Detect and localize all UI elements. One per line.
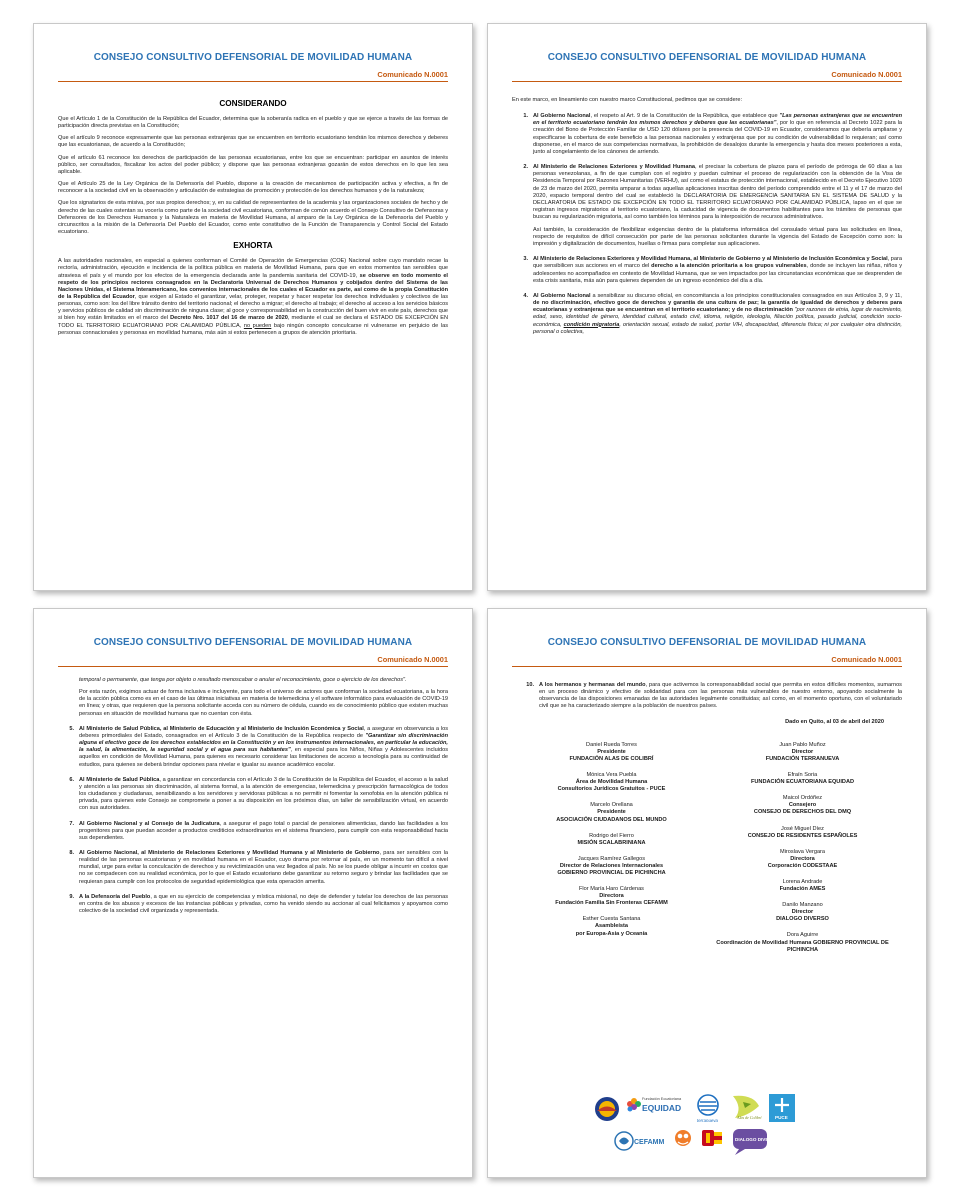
- signatory-organization: FUNDACIÓN ECUATORIANA EQUIDAD: [750, 779, 855, 786]
- document-title: CONSEJO CONSULTIVO DEFENSORIAL DE MOVILIDAD HUMANA: [93, 637, 413, 648]
- list-item: 8. Al Gobierno Nacional, al Ministerio de Relaciones Exteriores y Movilidad Humana y al Ministerio de Gobierno, para ser sensibles con la realidad de las personas ecuatorianas y en movilidad humana en el Ecuador, cuyo drama por retornar al país, en un momento tan difícil a nivel mundial, urge para evitar la conculcación de derechos y su revictimización una vez llegados al país. No se los puede obligar a incurrir en costos que no se compadecen con su realidad económica, por lo que el Estado ecuatoriano debe garantizar su retorno seguro y brindar las facilidades que se requieran para cumplir con los protocolos de seguridad epidemiológica que esta operación amerita.: [69, 849, 448, 885]
- page-body: [58, 677, 448, 921]
- page-body: [512, 682, 902, 963]
- signatory-organization: Coordinación de Movilidad Humana GOBIERNO PROVINCIAL DE PICHINCHA: [716, 939, 889, 953]
- intro-paragraph: En este marco, en lineamiento con nuestro marco Constitucional, pedimos que se considere:: [512, 97, 743, 103]
- list-item-continuation: temporal o permanente, que tenga por objeto o resultado menoscabar o anular el reconocimiento, goce o ejercicio de los derechos". Por esta razón, exigimos actuar de forma inclusiva e incluyente, para todo el universo de actores que conforman la sociedad ecuatoriana, a la hora de la acción pública como es en el caso de las últimas iniciativas en materia de telemedicina y el software informático para evaluación de COVID-19 en línea; y otras, que requieren que la persona solicitante acceda con su número de cédula, cuando es de conocimiento público que existen muchas personas en situación de movilidad humana que no cuentan con ésta.: [79, 677, 448, 717]
- signatory-name: Juan Pablo Muñoz: [779, 741, 826, 748]
- spain-coat-of-arms-logo: [702, 1130, 722, 1146]
- signatory-organization: Fundación AMES: [779, 886, 826, 893]
- paragraph: Que el artículo 9 reconoce expresamente que las personas extranjeras que se encuentren en territorio ecuatoriano tendrán los mismos derechos y deberes que las ecuatorianas, de acuerdo a la Constitución;: [58, 135, 448, 149]
- signatory-organization: CONSEJO DE DERECHOS DEL DMQ: [753, 809, 852, 816]
- signatory-name: Esther Cuesta Santana: [582, 916, 641, 923]
- list-item: 5. Al Ministerio de Salud Pública, al Ministerio de Educación y al Ministerio de Inclusión Económica y Social, a asegurar en observancia a los deberes primordiales del Estado, consagrados en el Artículo 3 de la Constitución de la República respecto de "Garantizar sin discriminación alguna el efectivo goce de los derechos establecidos en la Constitución y en los instrumentos internacionales, en particular la educación, la salud, la alimentación, la seguridad social y el agua para sus habitantes", en especial para los Niños, Niñas y Adolescentes incluidos aquellos en condición de Movilidad Humana, para quienes es necesario considerar las limitaciones de acceso a tecnología para su continuidad de estudios, para quienes se deberá brindar opciones para nivelar e igualar su avance académico escolar.: [69, 725, 449, 768]
- list-item: 3. Al Ministerio de Relaciones Exteriores y Movilidad Humana, al Ministerio de Gobierno y al Ministerio de Inclusión Económica y Social, para que sensibilicen sus acciones en el marco del derecho a la atención prioritaria a los grupos vulnerables, donde se incluyen las niñas, niños y adolescentes no acompañados en contexto de Movilidad Humana, que se ven impactados por las circunstancias económicas que se desprenden de esta crisis sanitaria, más aún para quienes dependen de un ingreso económico del día a día.: [523, 256, 903, 284]
- signatory: [707, 849, 898, 870]
- signatory: [707, 826, 898, 840]
- svg-text:terranueva: terranueva: [697, 1118, 718, 1123]
- signatory-name: Dora Aguirre: [786, 932, 819, 939]
- signatory-role: Área de Movilidad Humana: [575, 779, 648, 786]
- page-body: [512, 97, 902, 341]
- signatory-organization: por Europa-Asia y Oceanía: [575, 930, 648, 937]
- paragraph: Que los signatarios de esta misiva, por sus propios derechos; y, en su calidad de representantes de la academia y las organizaciones sociales de hecho y de derecho de las cuales ostentan su vocería como parte de la sociedad civil ecuatoriana, conforman de común acuerdo el Consejo Consultivo de Defensoras y Defensores de los Derechos Humanos y la Naturaleza en materia de Movilidad Humana, al amparo de la Ley Orgánica de la Defensoría del Pueblo y circunscritos a la misión de la Defensoría Del Pueblo del Ecuador, como ente constitutivo de la Función de Transparencia y Control Social del Estado ecuatoriano.: [58, 200, 448, 236]
- list-item: 10. A los hermanos y hermanas del mundo, para que activemos la corresponsabilidad social que permita en estos difíciles momentos, sumarnos en un proceso dinámico y efectivo de solidaridad para con las personas más vulnerables de nuestro entorno, apoyando socialmente la observancia de las disposiciones emanadas de las autoridades legalmente constituidas; así como, en el momento oportuno, con el voluntariado civil que se ha caracterizado siempre a la población de nuestros países.: [526, 682, 902, 710]
- equidad-logo: [627, 1098, 641, 1112]
- signatory-name: Jacques Ramírez Gallegos: [577, 855, 646, 862]
- signatory-organization: FUNDACIÓN TERRANUEVA: [765, 755, 840, 762]
- signatory-name: Miroslava Vergara: [779, 848, 826, 855]
- signatory-role: Directora: [599, 893, 624, 900]
- communique-number: Comunicado N.0001: [831, 655, 902, 664]
- svg-text:Alas de Colibrí: Alas de Colibrí: [737, 1115, 762, 1120]
- header-rule: [58, 666, 448, 667]
- signatory-role: Director de Relaciones Internacionales: [559, 862, 664, 869]
- signatory: [707, 795, 898, 816]
- exhorta-heading: EXHORTA: [233, 241, 273, 251]
- signatory-organization: CONSEJO DE RESIDENTES ESPAÑOLES: [747, 832, 858, 839]
- signatory: [707, 902, 898, 923]
- document-page-1: [33, 23, 473, 591]
- svg-text:DIALOGO DIVERSO: DIALOGO DIVERSO: [735, 1137, 779, 1142]
- signatory: [707, 932, 898, 953]
- signatory: [516, 856, 707, 877]
- partner-logos: [583, 1092, 841, 1166]
- signatory-role: Directora: [790, 855, 815, 862]
- considerando-heading: CONSIDERANDO: [219, 99, 287, 108]
- document-page-3: [33, 608, 473, 1178]
- signatory-name: José Miguel Díez: [781, 825, 824, 832]
- signatory-organization: Fundación Familia Sin Fronteras CEFAMM: [555, 900, 668, 907]
- svg-text:PUCE: PUCE: [775, 1115, 788, 1120]
- communique-number: Comunicado N.0001: [831, 70, 902, 79]
- defensoria-seal-logo: [595, 1097, 619, 1121]
- communique-number: Comunicado N.0001: [377, 655, 448, 664]
- signatory: [707, 879, 898, 893]
- signatory-role: Director: [791, 909, 814, 916]
- document-title: CONSEJO CONSULTIVO DEFENSORIAL DE MOVILIDAD HUMANA: [93, 52, 413, 63]
- signatory: [516, 833, 707, 847]
- signatory-name: Efraín Soria: [787, 772, 818, 779]
- document-title: CONSEJO CONSULTIVO DEFENSORIAL DE MOVILIDAD HUMANA: [547, 52, 867, 63]
- terranueva-logo: [698, 1095, 718, 1115]
- signatory-organization: MISIÓN SCALABRINIANA: [577, 839, 646, 846]
- signatory-role: Presidente: [597, 809, 626, 816]
- svg-text:EQUIDAD: EQUIDAD: [642, 1103, 682, 1113]
- dialogo-diverso-logo: [733, 1129, 767, 1155]
- signatory-organization: Consultorios Jurídicos Gratuitos - PUCE: [557, 786, 666, 793]
- signatory: [516, 742, 707, 763]
- document-page-2: [487, 23, 927, 591]
- list-item: 7. Al Gobierno Nacional y al Consejo de la Judicatura, a asegurar el pago total o parcial de pensiones alimenticias, dando las facilidades a los progenitores para que puedan acceder a productos crediticios extraordinarios en el sistema financiero, para cumplir con esta responsabilidad hacia sus dependientes.: [69, 820, 448, 841]
- paragraph: Que el artículo 61 reconoce los derechos de participación de las personas ecuatorianas, entre los que se encuentran: participar en asuntos de interés público, ser consultados, fiscalizar los actos del poder público; y dispone que las personas extranjeras gozarán de estos derechos en lo que les sea aplicable.: [58, 154, 448, 175]
- logos-graphic: [583, 1092, 841, 1166]
- page-body: [58, 95, 448, 342]
- list-item-continuation: Así también, la consideración de flexibilizar exigencias dentro de la plataforma informática del consulado virtual para las solicitudes en línea, respecto de requisitos de difícil consecución por parte de las personas solicitantes durante la vigencia del Estado de Excepción como son: la impresión y digitalización de documentos, huellas o firmas para completar sus aplicaciones.: [533, 226, 902, 248]
- list-item: 2. Al Ministerio de Relaciones Exteriores y Movilidad Humana, el precisar la cobertura de plazos para el período de prórroga de 60 días a las personas venezolanas, a fin de que cumplan con el registro y puedan culminar el proceso de regularización con la obtención de la Visa de Residencia Temporal por Razones Humanitarias (VERHU), así como el estatus de protección internacional, establecido en el Decreto Ejecutivo 1020 de 23 de marzo del 2020, permita amparar a todas aquellas aplicaciones inscritas dentro del período comprendido entre el 11 y el 17 de marzo del 2020, espacio temporal dentro del cual se estableció la DECLARATORIA DE EMERGENCIA SANITARIA EN EL SISTEMA DE SALUD y la DECLARATORIA DE ESTADO DE EXCEPCIÓN EN TODO EL TERRITORIO ECUATORIANO POR CALAMIDAD PÚBLICA, lapso en el que se registran ingresos migratorios al territorio ecuatoriano, la caducidad de vigencia de documentos habilitantes para los trámites de personas que buscan su regularización migratoria, así como también los términos para la interposición de recursos administrativos.: [523, 164, 902, 221]
- signatory: [707, 742, 898, 763]
- signatory: [516, 802, 707, 823]
- cefamm-logo: [615, 1132, 633, 1150]
- signatory-organization: ASOCIACIÓN CIUDADANOS DEL MUNDO: [556, 816, 667, 823]
- svg-text:CEFAMM: CEFAMM: [634, 1139, 665, 1146]
- communique-number: Comunicado N.0001: [377, 70, 448, 79]
- header-rule: [512, 666, 902, 667]
- signatory-organization: FUNDACIÓN ALAS DE COLIBRÍ: [569, 755, 654, 762]
- exhorta-paragraph: A las autoridades nacionales, en especial a quienes conforman el Comité de Operación de Emergencias (COE) Nacional sobre cuyo mandato recae la rectoría, administración, ejecución e incidencia de la política pública en materia de Movilidad Humana, para que en estos momentos tan sensibles que atraviesa el país y el mundo por los efectos de la emergencia declarada ante la pandemia sanitaria del COVID-19, se observe en todo momento el respeto de los principios rectores consagrados en la Declaratoria Universal de Derechos Humanos y cobijados dentro del Sistema de las Naciones Unidas, el Sistema Interamericano, los convenios internacionales de los cuales el Ecuador es parte, así como de la propia Constitución de la República del Ecuador, que exigen al Estado el garantizar, velar, proteger, respetar y hacer respetar los derechos individuales y colectivos de las personas, como son: los del libre tránsito dentro del territorio nacional; el derecho a migrar; el derecho al trabajo; el derecho al acceso a los servicios básicos y servicios públicos de calidad sin discriminación de ninguna clase; al goce y corresponsabilidad en la construcción del buen vivir en este país, derechos que si bien hoy están limitados en el marco del Decreto Nro. 1017 del 16 de marzo de 2020, mediante el cual se declara el ESTADO DE EXCEPCIÓN EN TODO EL TERRITORIO ECUATORIANO POR CALAMIDAD PÚBLICA, no pueden bajo ningún concepto conculcarse ni vulnerarse en perjuicio de las personas connacionales y personas en movilidad humana, más aún si estos pertenecen a grupos de atención prioritaria.: [58, 258, 448, 336]
- date-line: Dado en Quito, al 03 de abril del 2020: [785, 718, 884, 725]
- header-rule: [512, 81, 902, 82]
- signatory-organization: DIALOGO DIVERSO: [776, 916, 829, 923]
- header-rule: [58, 81, 448, 82]
- signatories: [512, 742, 902, 963]
- paragraph: Que el Artículo 1 de la Constitución de la República del Ecuador, determina que la soberanía radica en el pueblo y que se ejerce a través de las formas de participación directa previstas en la Constitución;: [58, 116, 448, 130]
- signatory-name: Marcelo Orellana: [590, 802, 633, 809]
- signatory-organization: Corporación CODESTAAE: [767, 862, 838, 869]
- signatory-organization: GOBIERNO PROVINCIAL DE PICHINCHA: [557, 870, 666, 876]
- document-title: CONSEJO CONSULTIVO DEFENSORIAL DE MOVILIDAD HUMANA: [547, 637, 867, 648]
- ciudadanos-del-mundo-logo: [675, 1130, 691, 1146]
- signatory: [516, 916, 707, 937]
- list-item: 1. Al Gobierno Nacional, el respeto al Art. 9 de la Constitución de la República, que establece que "Las personas extranjeras que se encuentren en el territorio ecuatoriano tendrán los mismos derechos y deberes que las ecuatorianas", por lo que en referencia al Decreto 1022 para la creación del Bono de Protección Familiar de USD 120 dólares por la presencia del COVID-19 en Ecuador, consideramos que debería ampliarse y especificarse la cobertura de este beneficio a las personas nacionales y extranjeras que por su condición de vulnerabilidad lo requieran; así como disponerse, en el marco de sus competencias normativas, la prohibición de desalojos durante la emergencia y hasta dos meses posteriores a esta, junto al congelamiento de los cánones de arriendo.: [523, 113, 902, 155]
- signatory: [516, 886, 707, 907]
- paragraph: Que el Artículo 25 de la Ley Orgánica de la Defensoría del Pueblo, dispone a la creación de mecanismos de participación activa y efectiva, a fin de reconocer a la sociedad civil en la observación y articulación de estrategias de promoción y protección de los derechos humanos y de la naturaleza;: [58, 181, 448, 195]
- signatory-role: Director: [791, 748, 814, 755]
- signatory-role: Consejero: [788, 802, 817, 809]
- signatories-left-column: [516, 742, 707, 963]
- signatory-name: Lorena Andrade: [782, 879, 823, 885]
- signatory-name: Danilo Manzano: [782, 902, 823, 909]
- signatory-name: Mónica Vera Puebla: [586, 772, 637, 779]
- signatory-role: Asambleísta: [595, 923, 628, 930]
- signatory: [707, 772, 898, 786]
- signatory-name: Rodrigo del Fierro: [589, 832, 634, 839]
- list-item: 6. Al Ministerio de Salud Pública, a garantizar en concordancia con el Artículo 3 de la Constitución de la República del Ecuador, el acceso a la salud y atención a las personas sin discriminación, al sistema formal, a la atención de emergencias, telemedicina y prescripción farmacológica de todos los ciudadanos y ciudadanas, sensibilizando a los servidores y servidoras públicas a no permitir ni fomentar la xenofobia en la atención pública ni privada, para quienes este Consejo se compromete a poner a su disposición en los próximos días, un taller de sensibilización virtual, en acuerdo con sus autoridades.: [69, 776, 448, 812]
- list-item: 4. Al Gobierno Nacional a sensibilizar su discurso oficial, en concomitancia a los principios constitucionales consagrados en sus Artículos 3, 9 y 11, de no discriminación, efectivo goce de derechos y garantía de una cultura de paz; la garantía de igualdad de derechos y deberes para ecuatorianas y extranjeras que se encuentran en el territorio ecuatoriano; y de no discriminación "por razones de etnia, lugar de nacimiento, edad, sexo, identidad de género, identidad cultural, estado civil, idioma, religión, ideología, filiación política, pasado judicial, condición socio-económica, condición migratoria, orientación sexual, estado de salud, portar VIH, discapacidad, diferencia física; ni por cualquier otra distinción, personal o colectiva,: [523, 292, 902, 335]
- svg-text:Fundación Ecuatoriana: Fundación Ecuatoriana: [642, 1097, 682, 1101]
- signatory-role: Presidente: [597, 748, 626, 755]
- signatory-name: Maicol Ordóñez: [782, 795, 823, 802]
- signatories-right-column: [707, 742, 898, 963]
- signatory: [516, 772, 707, 793]
- document-page-4: [487, 608, 927, 1178]
- signatory-name: Daniel Rueda Torres: [586, 741, 637, 748]
- signatory-name: Flor María Haro Cárdenas: [579, 886, 644, 893]
- list-item: 9. A la Defensoría del Pueblo, a que en su ejercicio de competencias y mística misional, no deje de defender y tutelar los derechos de las personas en contra de los abusos y excesos de las instancias públicas y privadas, como ha venido siendo su accionar al cual felicitamos y apoyamos como colectivo de la sociedad civil organizada y representada.: [69, 893, 449, 915]
